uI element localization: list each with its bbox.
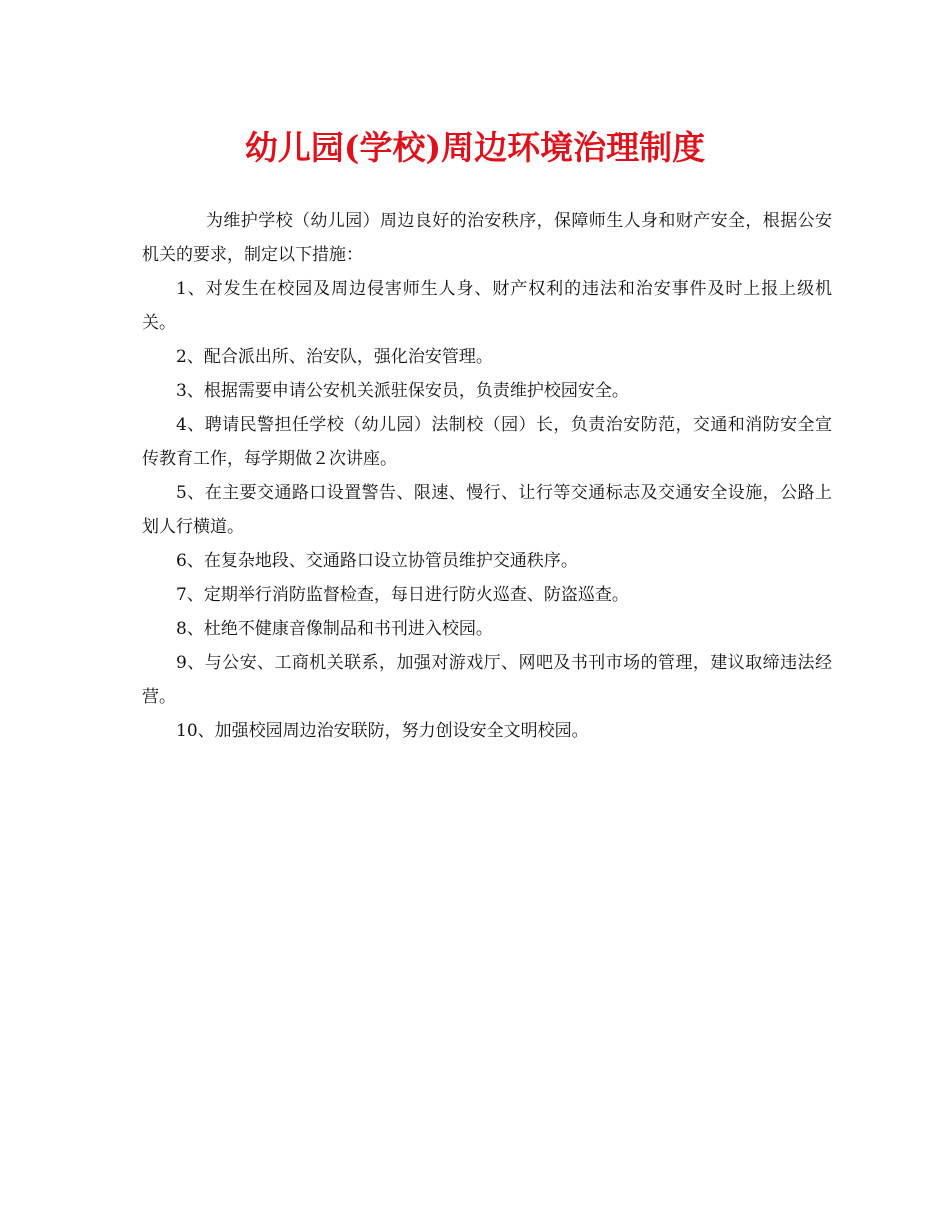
measure-item-7: 7、定期举行消防监督检查，每日进行防火巡查、防盗巡查。 (176, 585, 629, 605)
measure-item-4: 4、聘请民警担任学校（幼儿园）法制校（园）长，负责治安防范，交通和消防安全宣传教育工作，每学期做２次讲座。 (142, 415, 832, 469)
measure-item-1: 1、对发生在校园及周边侵害师生人身、财产权利的违法和治安事件及时上报上级机关。 (142, 279, 832, 333)
measure-item-9: 9、与公安、工商机关联系，加强对游戏厅、网吧及书刊市场的管理，建议取缔违法经营。 (142, 653, 832, 707)
measure-item-3: 3、根据需要申请公安机关派驻保安员，负责维护校园安全。 (176, 381, 629, 401)
measure-item-8: 8、杜绝不健康音像制品和书刊进入校园。 (176, 619, 493, 639)
measure-item-5: 5、在主要交通路口设置警告、限速、慢行、让行等交通标志及交通安全设施，公路上划人行横道。 (142, 483, 832, 537)
intro-paragraph: 为维护学校（幼儿园）周边良好的治安秩序，保障师生人身和财产安全，根据公安机关的要求，制定以下措施： (142, 211, 832, 265)
measure-item-2: 2、配合派出所、治安队，强化治安管理。 (176, 347, 493, 367)
measure-item-6: 6、在复杂地段、交通路口设立协管员维护交通秩序。 (176, 551, 578, 571)
measure-item-10: 10、加强校园周边治安联防，努力创设安全文明校园。 (176, 721, 589, 741)
document-title: 幼儿园(学校)周边环境治理制度 (244, 128, 706, 167)
document-body (142, 204, 832, 748)
